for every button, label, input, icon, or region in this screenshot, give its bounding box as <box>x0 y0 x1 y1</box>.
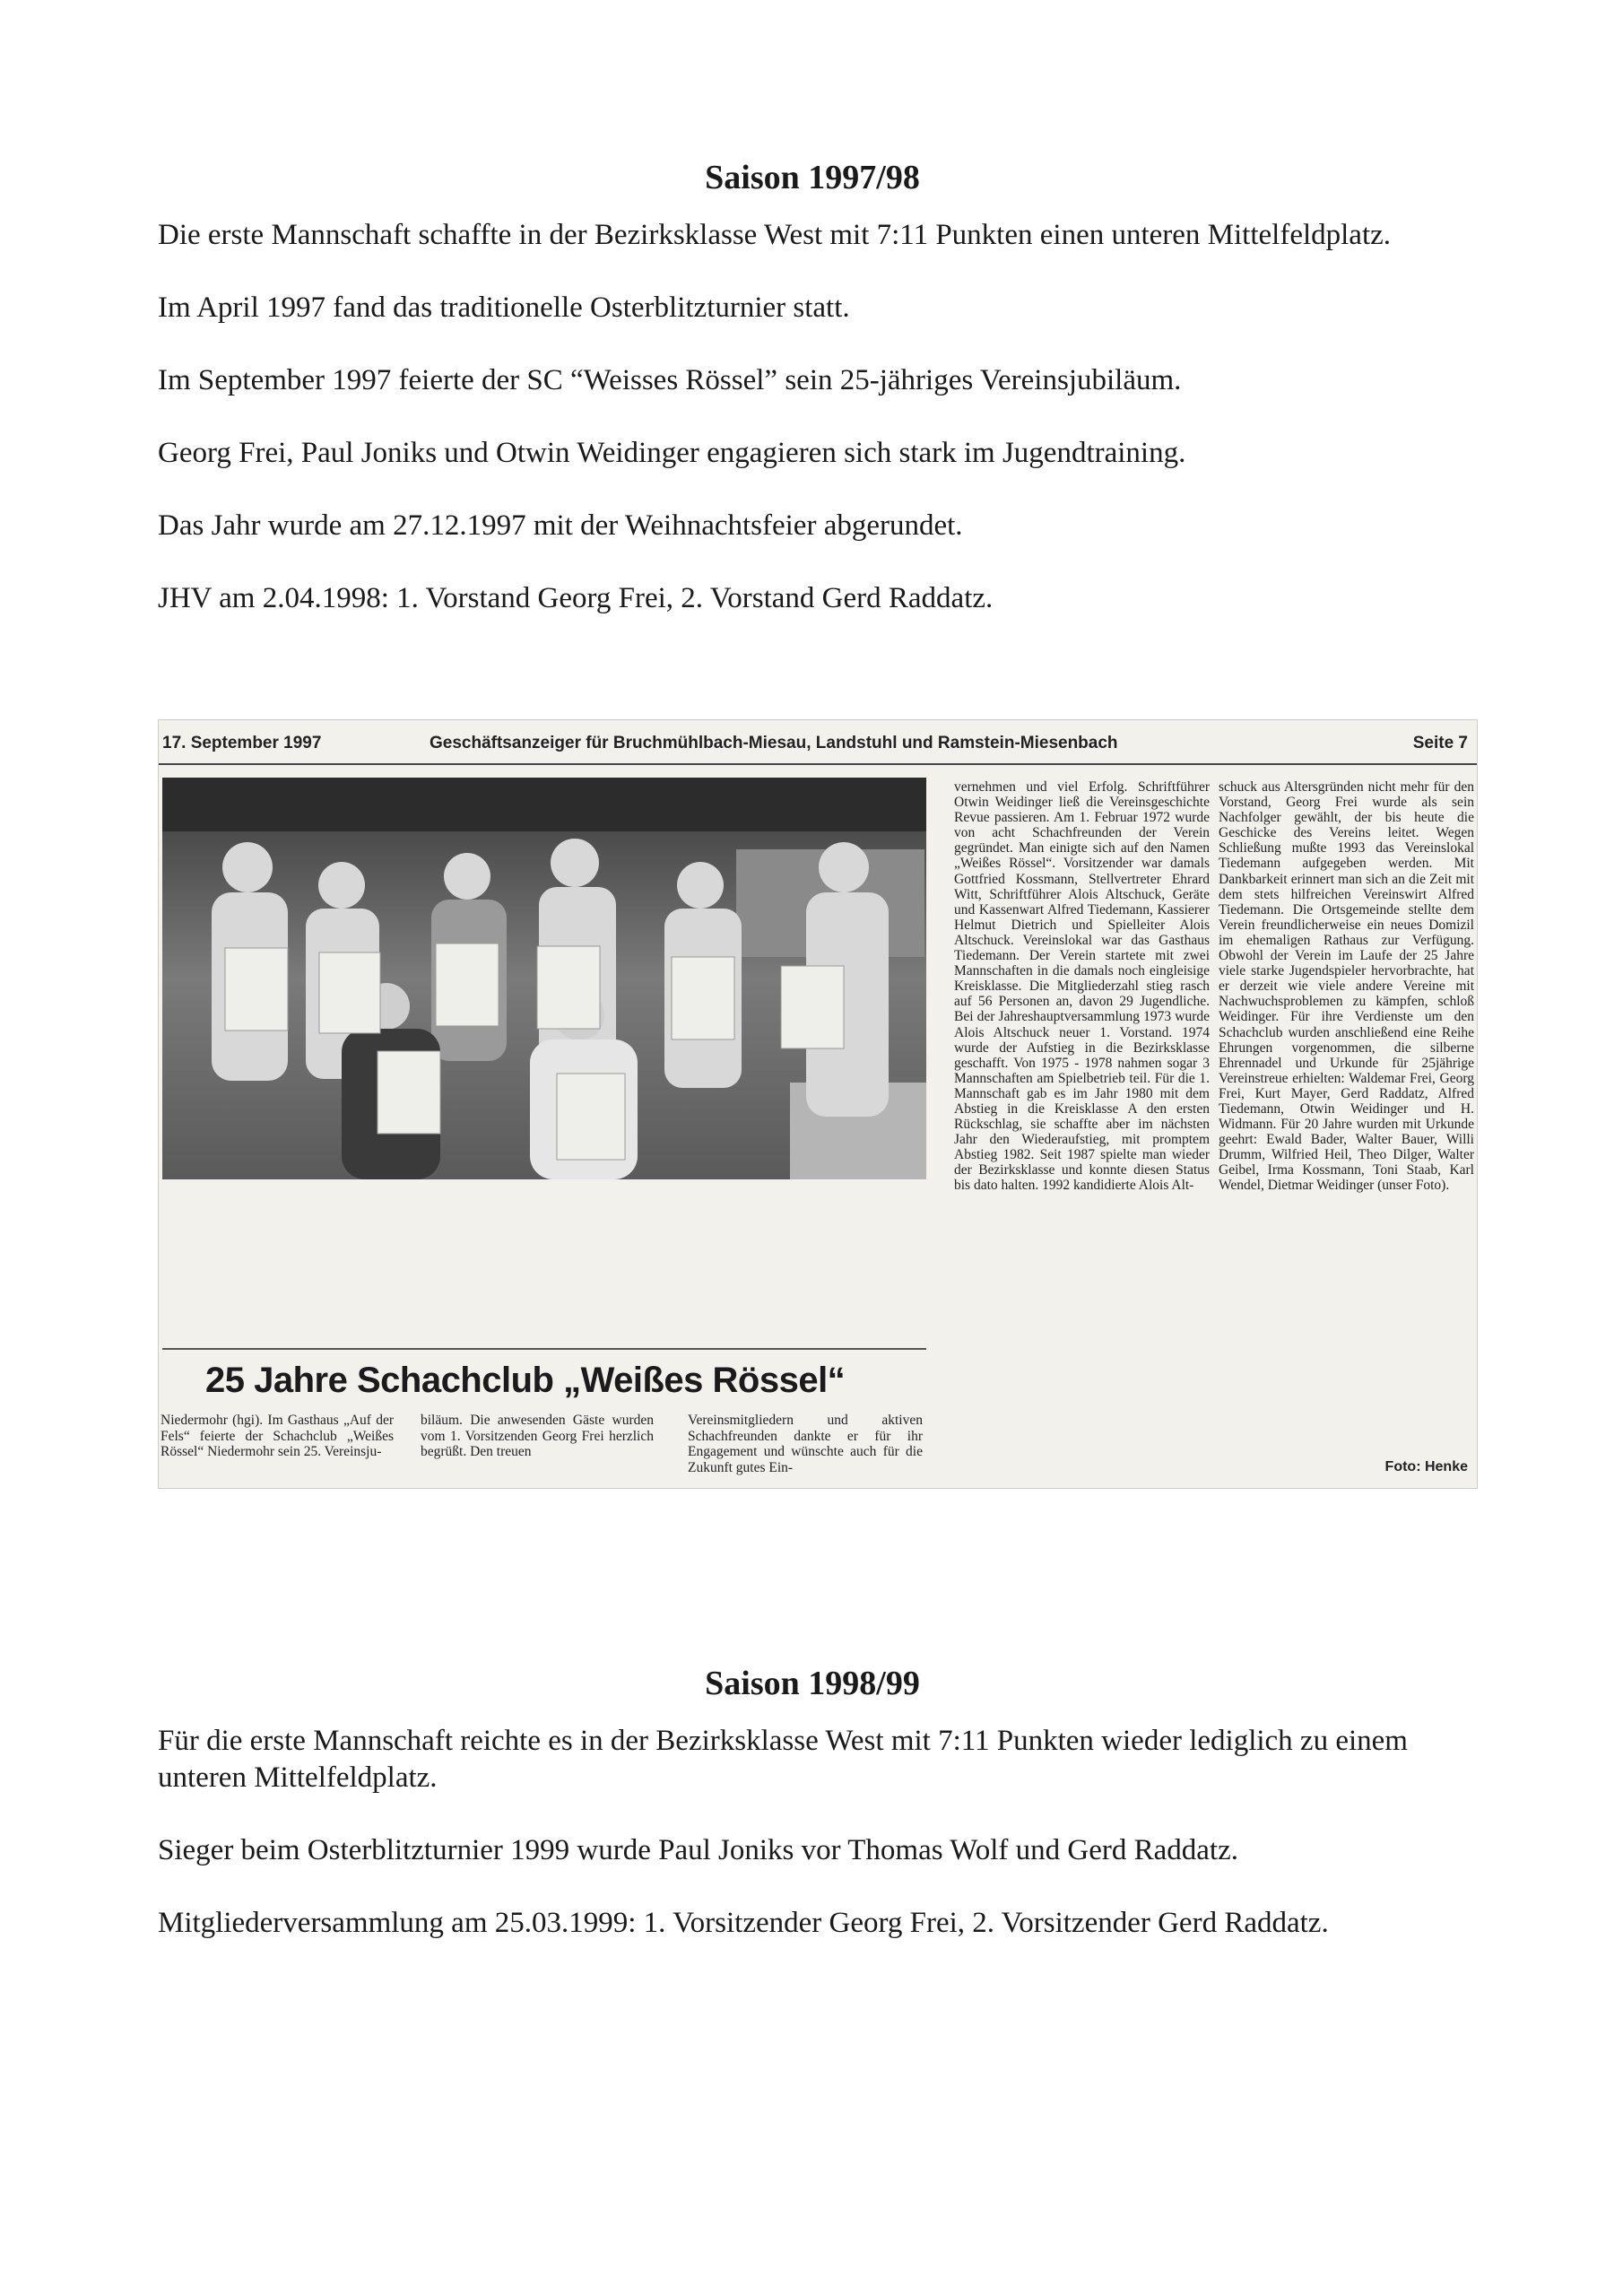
newspaper-date: 17. September 1997 <box>162 734 322 752</box>
article-lower-columns <box>159 1413 930 1484</box>
paragraph: Mitgliederversammlung am 25.03.1999: 1. Vorsitzender Georg Frei, 2. Vorsitzender Gerd Raddatz. <box>158 1907 1329 1939</box>
newspaper-clipping <box>158 719 1478 1489</box>
article-headline: 25 Jahre Schachclub „Weißes Rössel“ <box>205 1361 846 1400</box>
article-column: Vereinsmitgliedern und aktiven Schachfreunden dankte er für ihr Engagement und wünschte auch für die Zukunft gutes Ein- <box>688 1413 923 1475</box>
season-1997-section <box>158 158 1467 653</box>
paragraph: Für die erste Mannschaft reichte es in der Bezirksklasse West mit 7:11 Punkten wieder lediglich zu einem unteren Mittelfeldplatz. <box>158 1725 1408 1794</box>
divider <box>162 1348 926 1350</box>
paragraph: Sieger beim Osterblitzturnier 1999 wurde Paul Joniks vor Thomas Wolf und Gerd Raddatz. <box>158 1834 1238 1866</box>
paragraph: Die erste Mannschaft schaffte in der Bezirksklasse West mit 7:11 Punkten einen unteren Mittelfeldplatz. <box>158 219 1392 251</box>
newspaper-page: Seite 7 <box>1412 734 1468 752</box>
group-photo-icon <box>162 778 926 1179</box>
paragraph: JHV am 2.04.1998: 1. Vorstand Georg Frei, 2. Vorstand Gerd Raddatz. <box>158 582 994 614</box>
paragraph: Im September 1997 feierte der SC “Weisses Rössel” sein 25-jähriges Vereinsjubiläum. <box>158 364 1182 396</box>
paragraph: Georg Frei, Paul Joniks und Otwin Weidinger engagieren sich stark im Jugendtraining. <box>158 437 1186 469</box>
paragraph: Das Jahr wurde am 27.12.1997 mit der Weihnachtsfeier abgerundet. <box>158 509 963 542</box>
article-column: Niedermohr (hgi). Im Gasthaus „Auf der Fels“ feierte der Schachclub „Weißes Rössel“ Niedermohr sein 25. Vereinsju- <box>161 1413 394 1459</box>
newspaper-title: Geschäftsanzeiger für Bruchmühlbach-Miesau, Landstuhl und Ramstein-Miesenbach <box>430 734 1118 752</box>
article-column: vernehmen und viel Erfolg. Schriftführer Otwin Weidinger ließ die Vereinsgeschichte Revue passieren. Am 1. Februar 1972 wurde von acht Schachfreunden der Verein gegründet. Man einigte sich auf den Namen „Weißes Rössel“. Vorsitzender war damals Gottfried Kossmann, Stellvertreter Ehrard Witt, Schriftführer Alois Altschuck, Geräte und Kassenwart Alfred Tiedemann, Kassierer Helmut Dietrich und Spielleiter Alois Altschuck. Vereinslokal war das Gasthaus Tiedemann. Der Verein startete mit zwei Mannschaften in die damals noch eingleisige Kreisklasse. Die Mitgliederzahl stieg rasch auf 56 Personen an, davon 29 Jugendliche. Bei der Jahreshauptversammlung 1973 wurde Alois Altschuck neuer 1. Vorstand. 1974 wurde der Aufstieg in die Bezirksklasse geschafft. Von 1975 - 1978 nahmen sogar 3 Mannschaften am Spielbetrieb teil. Für die 1. Mannschaft gab es im Jahr 1980 mit dem Abstieg in die Kreisklasse A den ersten Rückschlag, sie schaffte aber im nächsten Jahr den Wiederaufstieg, mit promptem Abstieg 1982. Seit 1987 spielte man wieder der Bezirksklasse und konnte diesen Status bis dato halten. 1992 kandidierte Alois Alt- <box>954 779 1210 1194</box>
season-heading: Saison 1997/98 <box>705 159 920 196</box>
article-column: schuck aus Altersgründen nicht mehr für den Vorstand, Georg Frei wurde als sein Nachfolger gewählt, der bis heute die Geschicke des Vereins leitet. Wegen Schließung mußte 1993 das Vereinslokal Tiedemann aufgegeben werden. Mit Dankbarkeit erinnert man sich an die Zeit mit dem stets hilfreichen Vereinswirt Alfred Tiedemann. Die Ortsgemeinde stellte dem Verein freundlicherweise ein neues Domizil im ehemaligen Rathaus zur Verfügung. Obwohl der Verein im Laufe der 25 Jahre viele starke Jugendspieler hervorbrachte, hat er derzeit wie viele andere Vereine mit Nachwuchsproblemen zu kämpfen, schloß Weidinger. Für ihre Verdienste um den Schachclub wurden anschließend eine Reihe Ehrungen vorgenommen, die silberne Ehrennadel und Urkunde für 25jährige Vereinstreue erhielten: Waldemar Frei, Georg Frei, Kurt Mayer, Gerd Raddatz, Alfred Tiedemann, Otwin Weidinger und H. Widmann. Für 20 Jahre wurden mit Urkunde geehrt: Ewald Bader, Walter Bauer, Willi Drumm, Wilfried Heil, Theo Dilger, Walter Geibel, Irma Kossmann, Toni Staab, Karl Wendel, Dietmar Weidinger (unser Foto). <box>1219 779 1474 1194</box>
season-heading: Saison 1998/99 <box>705 1665 920 1702</box>
season-1998-section <box>158 1664 1467 1978</box>
paragraph: Im April 1997 fand das traditionelle Osterblitzturnier statt. <box>158 291 850 324</box>
photo-credit: Foto: Henke <box>1384 1459 1468 1474</box>
newspaper-header <box>159 720 1477 765</box>
article-column: biläum. Die anwesenden Gäste wurden vom 1. Vorsitzenden Georg Frei herzlich begrüßt. Den treuen <box>421 1413 654 1459</box>
